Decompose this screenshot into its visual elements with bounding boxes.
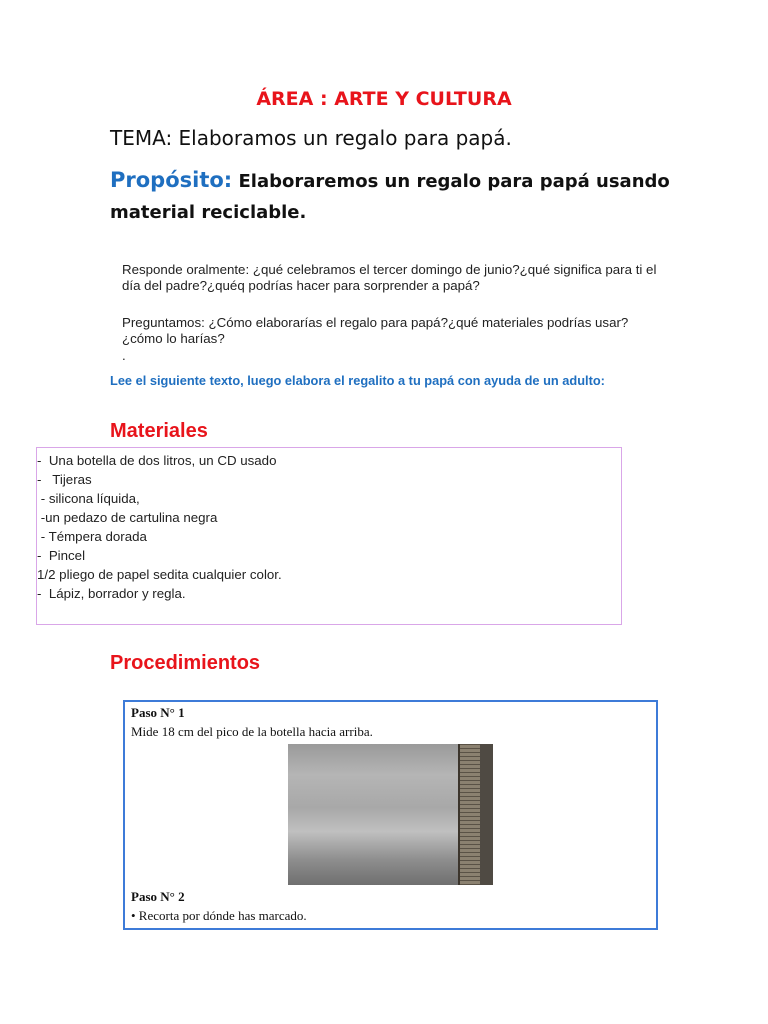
materials-heading: Materiales (110, 420, 208, 442)
materials-item: 1/2 pliego de papel sedita cualquier color. (37, 567, 282, 582)
proposito-text: Elaboraremos un regalo para papá usando material reciclable. (110, 171, 670, 223)
ruler-edge (480, 744, 493, 885)
step-2-text: • Recorta por dónde has marcado. (131, 908, 307, 923)
materials-item: - Una botella de dos litros, un CD usado (37, 453, 277, 468)
proposito-label: Propósito: (110, 168, 233, 192)
tema-line: TEMA: Elaboramos un regalo para papá. (110, 126, 512, 150)
materials-box (36, 447, 622, 625)
question-dot: . (122, 348, 126, 363)
materials-item: - Lápiz, borrador y regla. (37, 586, 186, 601)
materials-item: - Tijeras (37, 472, 92, 487)
materials-item: -un pedazo de cartulina negra (37, 510, 218, 525)
step-2-title: Paso N° 2 (131, 889, 185, 904)
materials-item: - Témpera dorada (37, 529, 147, 544)
procedures-heading: Procedimientos (110, 652, 261, 674)
ruler-image (458, 744, 482, 885)
proposito-line (110, 165, 670, 228)
area-title: ÁREA : ARTE Y CULTURA (256, 88, 512, 110)
instruction-text: Lee el siguiente texto, luego elabora el regalito a tu papá con ayuda de un adulto: (110, 373, 605, 388)
step-1-text: Mide 18 cm del pico de la botella hacia arriba. (131, 724, 373, 739)
question-oral: Responde oralmente: ¿qué celebramos el tercer domingo de junio?¿qué significa para ti el día del padre?¿quéq podrías hacer para sorprender a papá? (122, 262, 657, 293)
step-1-title: Paso N° 1 (131, 705, 185, 720)
materials-item: - silicona líquida, (37, 491, 140, 506)
step-1-photo (288, 744, 493, 885)
question-preguntamos: Preguntamos: ¿Cómo elaborarías el regalo para papá?¿qué materiales podrías usar?¿cómo lo harías? (122, 315, 629, 346)
materials-item: - Pincel (37, 548, 86, 563)
